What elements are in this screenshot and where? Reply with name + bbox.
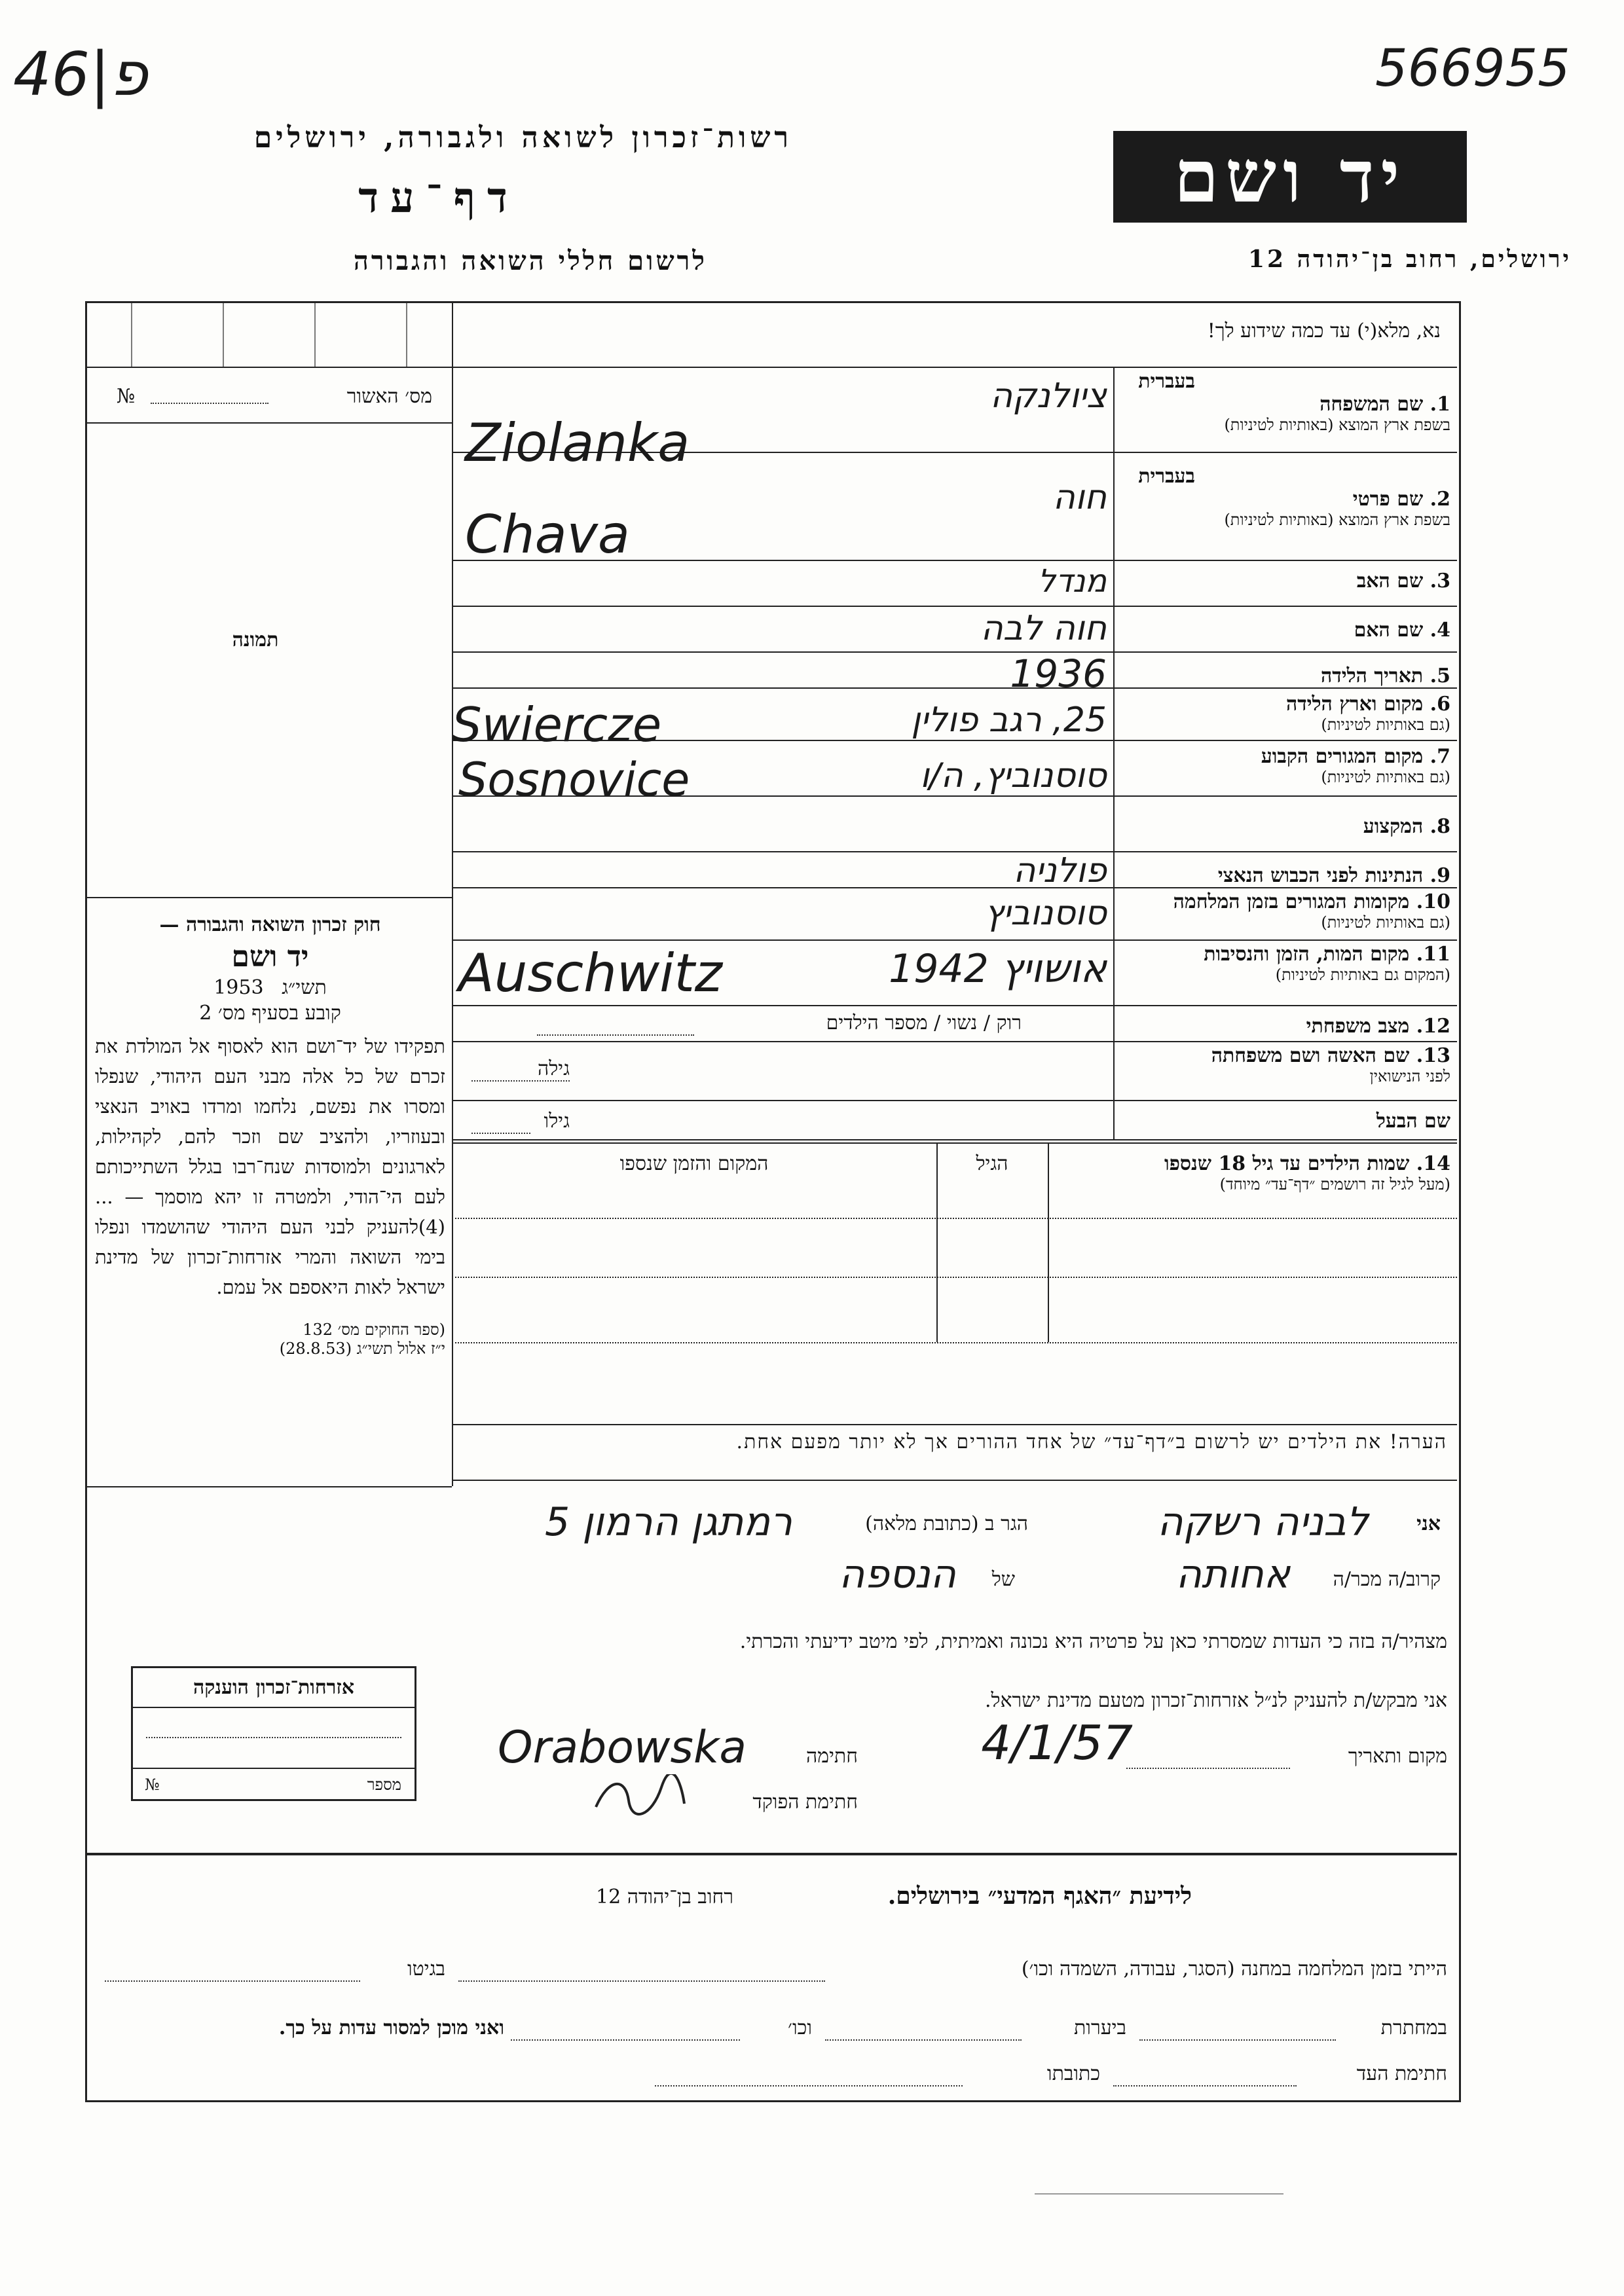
decl-relative-label: קרוב/ה מכר/ה	[1333, 1568, 1441, 1591]
field-1-hebrew-tag: בעברית	[1138, 370, 1195, 393]
children-header	[1054, 1152, 1450, 1194]
children-num: 14.	[1416, 1152, 1450, 1175]
value-birthdate[interactable]: 1936	[1010, 651, 1107, 696]
field-2-num: 2.	[1430, 488, 1450, 511]
rule-11	[452, 1005, 1457, 1006]
law-clause: קובע בסעיף מס׳ 2	[199, 1002, 341, 1025]
wife-age-label: גילה	[537, 1057, 570, 1080]
bottom-line1-a: הייתי בזמן המלחמה במחנה (הסגר, עבודה, השמדה וכו׳)	[1021, 1958, 1447, 1980]
value-surname-hebrew[interactable]: ציולנקה	[990, 376, 1107, 416]
field-2-label: שם פרטי	[1352, 488, 1424, 511]
field-13-note: לפני הנישואין	[1369, 1067, 1450, 1085]
field-10-label: מקומות המגורים בזמן המלחמה	[1173, 890, 1410, 913]
value-death-place-hebrew[interactable]: אושויץ 1942	[889, 946, 1107, 992]
page-bottom-mark	[1035, 2193, 1283, 2195]
decl-ani-label: אני	[1416, 1512, 1441, 1535]
bottom-line2-b: ביערות	[1073, 2016, 1126, 2039]
children-row-2	[452, 1277, 1457, 1278]
children-count-field[interactable]	[537, 1034, 694, 1036]
bottom-camp-field[interactable]	[458, 1980, 825, 1982]
law-body: תפקידו של יד־ושם הוא לאסוף אל המולדת את זכרם של כל אלה מבני העם היהודי, שנפלו ומסרו את נפשם, נלחמו ומרדו באויב הנאצי ובעוזריו, ולהציב שם וזכר להם, לקהילות, לארגונים ולמוסדות שנח־רבו בגלל השתייכותם לעם הי־הודי, ולמטרה זו יהא מוסמך — ...(4)להעניק לבני העם היהודי שהושמדו ונפלו בימי השואה והמרי אזרחות־זכרון של מדינת ישראל לאות היאספם אל עמם.	[95, 1035, 445, 1298]
cert-rule-top	[85, 367, 452, 368]
citizenship-box	[131, 1666, 416, 1801]
value-firstname-latin[interactable]: Chava	[465, 504, 630, 565]
field-3-label: שם האב	[1356, 570, 1424, 592]
field-10-note: (גם באותיות לטיניות)	[1321, 913, 1450, 932]
header-address: ירושלים, רחוב בן־יהודה 12	[1247, 246, 1572, 273]
children-note: (מעל לגיל זה רושמים ״דף־עד״ מיוחד)	[1219, 1175, 1450, 1194]
label-column-divider	[1113, 367, 1115, 1139]
law-source: (ספר החוקים מס׳ 132	[303, 1321, 445, 1339]
decl-signature-value[interactable]: Orabowska	[498, 1722, 747, 1774]
field-4-label: שם האם	[1354, 619, 1424, 642]
officer-signature-mark	[589, 1774, 688, 1820]
field-2	[1120, 465, 1450, 530]
decl-relative-value[interactable]: אחותה	[1175, 1552, 1290, 1597]
form-subtitle: לרשום חללי השואה והגבורה	[353, 246, 707, 276]
children-col-divider-2	[1048, 1142, 1049, 1342]
field-7-note: (גם באותיות לטיניות)	[1321, 768, 1450, 786]
rule-12	[452, 1041, 1457, 1042]
field-12: 12. מצב משפחתי	[1306, 1015, 1450, 1038]
bottom-underground-field[interactable]	[1139, 2039, 1336, 2041]
bottom-witness-sign-field[interactable]	[1113, 2085, 1297, 2086]
bottom-witness-address-field[interactable]	[655, 2085, 963, 2086]
bottom-line2-d: ואני מוכן למסור עדות על כך.	[278, 2016, 504, 2039]
bottom-etc-field[interactable]	[511, 2039, 740, 2041]
stamp-boxes	[85, 301, 452, 367]
bottom-forest-field[interactable]	[825, 2039, 1022, 2041]
law-name: יד ושם	[231, 940, 309, 974]
field-7-label: מקום המגורים הקבוע	[1261, 745, 1424, 768]
decl-officer-label: חתימת הפוקד	[752, 1791, 858, 1813]
rule-3	[452, 606, 1457, 607]
citizenship-title: אזרחות־זכרון הוענקה	[193, 1676, 355, 1699]
field-3: 3. שם האב	[1356, 570, 1450, 592]
field-2-hebrew-tag: בעברית	[1138, 465, 1195, 488]
remark-text: הערה! את הילדים יש לרשום ב״דף־עד״ של אחד ההורים אך לא יותר מפעם אחת.	[736, 1430, 1447, 1453]
children-row-3	[452, 1342, 1457, 1343]
citizenship-no-symbol: №	[145, 1776, 160, 1794]
cert-number-field[interactable]	[151, 403, 268, 404]
org-name: רשות־זכרון לשואה ולגבורה, ירושלים	[253, 121, 792, 155]
field-7: 7. מקום המגורים הקבוע (גם באותיות לטיניות)	[1120, 745, 1450, 787]
cert-rule-bottom	[85, 422, 452, 424]
value-birthplace-hebrew[interactable]: 25, רגב פולין	[911, 701, 1107, 740]
rule-13	[452, 1100, 1457, 1101]
value-residence-hebrew[interactable]: סוסנוביץ, ה/ו	[919, 756, 1107, 795]
value-birthplace-latin[interactable]: Swiercze	[452, 697, 662, 752]
decl-statement: מצהיר/ה בזה כי העדות שמסרתי כאן על פרטיה היא נכונה ואמיתית, לפי מיטב ידיעתי והכרתי.	[739, 1630, 1447, 1653]
archive-number-right: 566955	[1375, 39, 1570, 98]
remark-rule-top	[452, 1424, 1457, 1425]
yad-vashem-logo: יד ושם	[1113, 131, 1467, 223]
field-8-label: המקצוע	[1363, 815, 1424, 838]
children-col-place: המקום והזמן שנספו	[619, 1152, 769, 1175]
bottom-line2-a: במחתרת	[1380, 2016, 1447, 2039]
value-death-place-latin[interactable]: Auschwitz	[458, 943, 722, 1004]
bottom-ghetto-field[interactable]	[105, 1980, 360, 1982]
photo-rule	[85, 897, 452, 898]
law-year-heb: תשי״ג	[282, 976, 327, 999]
value-marital-status: רוק / נשוי / מספר הילדים	[826, 1011, 1022, 1034]
law-title: חוק זכרון השואה והגבורה —	[159, 913, 381, 936]
field-husband	[1120, 1110, 1450, 1133]
field-5-label: תאריך הלידה	[1321, 665, 1424, 687]
children-col-divider-1	[936, 1142, 938, 1342]
bottom-title: לידיעת ״האגף המדעי״ בירושלים.	[887, 1882, 1192, 1910]
field-1-num: 1.	[1430, 393, 1450, 416]
cert-label: מס׳ האשור	[346, 385, 432, 408]
field-4: 4. שם האם	[1354, 619, 1450, 642]
bottom-line2-c: וכו׳	[788, 2016, 812, 2039]
children-row-1	[452, 1218, 1457, 1219]
field-1-label: שם המשפחה	[1320, 393, 1424, 416]
decl-request: אני מבקש/ת להעניק לנ״ל אזרחות־זכרון מטעם מדינת ישראל.	[984, 1689, 1447, 1712]
decl-gar-value[interactable]: רמתגן הרמון 5	[545, 1499, 792, 1545]
field-1-note: בשפת ארץ המוצא (באותיות לטיניות)	[1224, 416, 1450, 434]
remark-rule-bottom	[452, 1480, 1457, 1481]
citizenship-line	[146, 1737, 401, 1738]
decl-of-value[interactable]: הנספה	[839, 1552, 956, 1597]
bottom-line1-b: בגיטו	[407, 1958, 445, 1980]
husband-age-field[interactable]	[471, 1133, 530, 1134]
bottom-line3-b: כתובתו	[1046, 2062, 1100, 2085]
field-6-label: מקום וארץ הלידה	[1285, 693, 1424, 716]
children-table-top	[452, 1142, 1457, 1144]
left-column-divider	[452, 301, 453, 1486]
field-1	[1120, 370, 1450, 435]
field-10: 10. מקומות המגורים בזמן המלחמה (גם באותיות לטיניות)	[1120, 890, 1450, 932]
field-11-note: (המקום גם באותיות לטיניות)	[1275, 966, 1450, 984]
value-father[interactable]: מנדל	[1037, 563, 1107, 600]
value-firstname-hebrew[interactable]: חוה	[1052, 478, 1107, 517]
photo-label: תמונה	[232, 629, 279, 651]
cert-no-symbol: №	[117, 385, 136, 408]
field-6-note: (גם באותיות לטיניות)	[1321, 716, 1450, 734]
field-6: 6. מקום וארץ הלידה (גם באותיות לטיניות)	[1120, 693, 1450, 735]
field-11: 11. מקום המות, הזמן והנסיבות (המקום גם באותיות לטיניות)	[1120, 943, 1450, 985]
field-9-label: הנתינות לפני הכבוש הנאצי	[1217, 864, 1424, 887]
field-8: 8. המקצוע	[1363, 815, 1450, 838]
field-13: 13. שם האשה ושם משפחתה לפני הנישואין	[1120, 1044, 1450, 1086]
decl-gar-label: הגר ב (כתובת מלאה)	[865, 1512, 1028, 1535]
archive-number-left: 46|פ	[13, 39, 148, 109]
rule-14	[452, 1139, 1457, 1140]
field-5: 5. תאריך הלידה	[1321, 665, 1450, 687]
field-13-label: שם האשה ושם משפחתה	[1211, 1044, 1410, 1067]
husband-age-label: גילו	[544, 1110, 570, 1133]
decl-place-date-line	[1126, 1768, 1290, 1769]
value-nationality[interactable]: פולניה	[1013, 851, 1107, 890]
left-bottom-rule	[85, 1486, 452, 1487]
wife-age-field[interactable]	[471, 1080, 570, 1082]
field-9: 9. הנתינות לפני הכבוש הנאצי	[1217, 864, 1450, 887]
field-husband-label: שם הבעל	[1376, 1110, 1450, 1133]
field-2-note: בשפת ארץ המוצא (באותיות לטיניות)	[1224, 511, 1450, 529]
children-col-age: הגיל	[976, 1152, 1008, 1175]
decl-place-date-label: מקום ותאריך	[1348, 1745, 1447, 1768]
decl-of-label: של	[991, 1568, 1015, 1591]
law-year: 1953	[213, 976, 264, 999]
field-11-label: מקום המות, הזמן והנסיבות	[1204, 943, 1410, 966]
law-text-block	[95, 913, 445, 1358]
decl-place-date-value[interactable]: 4/1/57	[981, 1715, 1133, 1770]
law-date: י״ז אלול תשי״ג (28.8.53)	[279, 1339, 445, 1358]
decl-signature-label: חתימה	[806, 1745, 858, 1768]
value-surname-latin[interactable]: Ziolanka	[465, 412, 690, 473]
bottom-section-rule	[85, 1853, 1457, 1855]
field-12-label: מצב משפחתי	[1306, 1015, 1410, 1038]
value-wartime-residence[interactable]: סוסנוביץ	[984, 894, 1107, 933]
instruction-text: נא, מלא(י) עד כמה שידוע לך!	[1207, 319, 1441, 342]
decl-ani-value[interactable]: לבניה רשקה	[1157, 1499, 1369, 1545]
rule-10	[452, 939, 1457, 941]
value-residence-latin[interactable]: Sosnovice	[458, 753, 690, 807]
citizenship-number-label: מספר	[367, 1776, 401, 1794]
children-label: שמות הילדים עד גיל 18 שנספו	[1164, 1152, 1410, 1175]
bottom-line3-a: חתימת העד	[1356, 2062, 1447, 2085]
value-mother[interactable]: חוה לבה	[980, 609, 1107, 648]
bottom-address: רחוב בן־יהודה 12	[596, 1886, 733, 1908]
form-title: דף־עד	[358, 173, 519, 223]
top-rule	[452, 367, 1457, 368]
